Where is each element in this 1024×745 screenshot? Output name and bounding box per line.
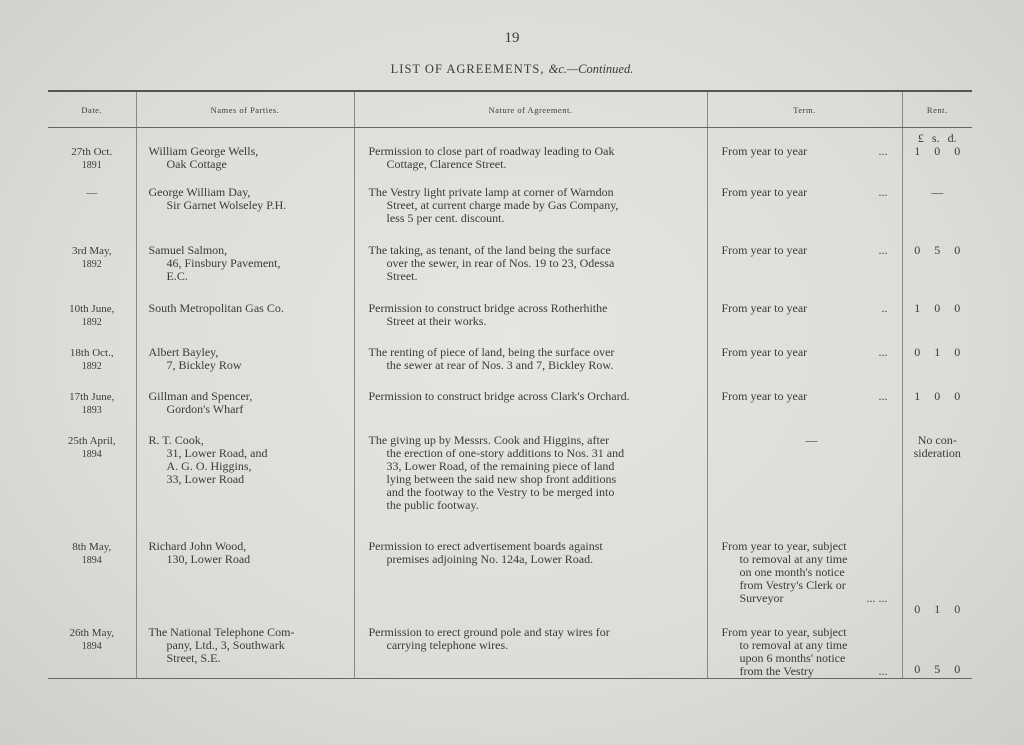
nature-line: premises adjoining No. 124a, Lower Road.: [386, 551, 594, 566]
rent-cell: [902, 338, 972, 382]
nature-line: Permission to construct bridge across Clark's Orchard.: [368, 388, 630, 403]
term-line: from the Vestry ...: [739, 663, 888, 678]
page-title: [0, 62, 1024, 77]
term-line: From year to year, subject: [721, 624, 847, 639]
date-cell: [48, 618, 136, 679]
parties-cell: [136, 426, 354, 532]
rent-cell: [902, 618, 972, 679]
date-line: 1892: [81, 258, 102, 270]
nature-line: Cottage, Clarence Street.: [386, 157, 507, 171]
date-line: 1891: [81, 160, 102, 171]
parties-cell: [136, 128, 354, 178]
party-line: Gordon's Wharf: [166, 401, 244, 416]
term-cell: [707, 426, 902, 532]
term-line: to removal at any time: [739, 637, 848, 652]
term-cell: [707, 128, 902, 178]
nature-cell: [354, 178, 707, 236]
table-row: [48, 618, 972, 679]
party-line: 7, Bickley Row: [166, 357, 242, 372]
term-line: Surveyor ... ...: [739, 590, 888, 605]
rent-amount: 0: [954, 388, 961, 403]
date-line: —: [86, 186, 98, 199]
term-line: From year to year ...: [721, 344, 888, 359]
term-dots: ...: [878, 344, 888, 359]
date-line: 10th June,: [69, 302, 115, 315]
term-line: on one month's notice: [739, 564, 845, 579]
term-line: From year to year ...: [721, 388, 888, 403]
rent-value: [903, 663, 973, 676]
rent-amount: 5: [934, 242, 941, 257]
rent-amount: 0: [914, 601, 921, 616]
date-line: 26th May,: [69, 626, 114, 639]
party-line: South Metropolitan Gas Co.: [148, 300, 284, 315]
nature-line: and the footway to the Vestry to be merged into: [386, 484, 615, 499]
table-row: [48, 178, 972, 236]
term-dots: ..: [881, 300, 888, 315]
term-cell: [707, 618, 902, 679]
nature-line: The Vestry light private lamp at corner of Warndon: [368, 184, 614, 199]
term-line: From year to year ...: [721, 184, 888, 199]
rent-text: sideration: [913, 445, 961, 460]
page-number: 19: [504, 30, 520, 46]
rent-amount: 0: [914, 661, 921, 676]
date-line: 1892: [81, 316, 102, 328]
party-line: pany, Ltd., 3, Southwark: [166, 637, 285, 652]
nature-line: the sewer at rear of Nos. 3 and 7, Bickley Row.: [386, 357, 614, 372]
date-cell: [48, 236, 136, 294]
nature-line: The renting of piece of land, being the surface over: [368, 344, 615, 359]
date-line: 17th June,: [69, 390, 115, 403]
nature-line: over the sewer, in rear of Nos. 19 to 23, Odessa: [386, 255, 615, 270]
rent-amount: 0: [954, 144, 961, 158]
nature-line: the public footway.: [386, 497, 479, 512]
term-cell: [707, 338, 902, 382]
rent-cell: [902, 294, 972, 338]
term-dots: ...: [878, 663, 888, 678]
nature-line: less 5 per cent. discount.: [386, 210, 505, 225]
table-header-row: [48, 91, 972, 128]
date-line: 3rd May,: [71, 244, 112, 257]
term-cell: [707, 236, 902, 294]
nature-line: Permission to construct bridge across Rotherhithe: [368, 300, 608, 315]
parties-cell: [136, 178, 354, 236]
header-term: Term.: [707, 91, 902, 128]
rent-amount: 1: [914, 388, 921, 403]
rent-text: —: [931, 184, 944, 199]
term-dots: ...: [878, 184, 888, 199]
rent-unit: d.: [947, 131, 957, 145]
date-line: 8th May,: [72, 540, 112, 553]
party-line: E.C.: [166, 268, 188, 283]
rent-amount: 1: [914, 144, 921, 158]
nature-cell: [354, 294, 707, 338]
rent-amount: 0: [934, 388, 941, 403]
nature-line: Permission to erect ground pole and stay wires for: [368, 624, 610, 639]
term-dots: ...: [878, 144, 888, 158]
rent-value: [903, 244, 973, 257]
parties-cell: [136, 382, 354, 426]
rent-amount: 1: [914, 300, 921, 315]
term-line: upon 6 months' notice: [739, 650, 846, 665]
nature-line: The taking, as tenant, of the land being the surface: [368, 242, 611, 257]
party-line: Sir Garnet Wolseley P.H.: [166, 197, 287, 212]
date-cell: [48, 426, 136, 532]
date-line: 1894: [81, 448, 102, 460]
party-line: 46, Finsbury Pavement,: [166, 255, 281, 270]
term-cell: [707, 532, 902, 618]
nature-cell: [354, 618, 707, 679]
nature-cell: [354, 338, 707, 382]
table-row: [48, 532, 972, 618]
rent-amount: 0: [914, 242, 921, 257]
table-row: [48, 338, 972, 382]
rent-cell: [902, 532, 972, 618]
table-row: [48, 294, 972, 338]
term-line: From year to year ...: [721, 242, 888, 257]
term-line: From year to year ..: [721, 300, 888, 315]
rent-amount: 0: [954, 344, 961, 359]
parties-cell: [136, 532, 354, 618]
date-line: 1892: [81, 360, 102, 372]
parties-cell: [136, 236, 354, 294]
rent-value: [903, 302, 973, 315]
party-line: A. G. O. Higgins,: [166, 458, 252, 473]
table-row: [48, 382, 972, 426]
rent-value: [903, 145, 973, 158]
party-line: Albert Bayley,: [148, 344, 219, 359]
term-dots: ...: [878, 242, 888, 257]
rent-unit: £: [917, 131, 924, 145]
date-cell: [48, 128, 136, 178]
party-line: Richard John Wood,: [148, 538, 247, 553]
nature-cell: [354, 532, 707, 618]
term-dots: ...: [878, 388, 888, 403]
date-line: 25th April,: [67, 434, 116, 447]
party-line: 33, Lower Road: [166, 471, 245, 486]
rent-amount: 1: [934, 344, 941, 359]
title-continued: &c.—Continued.: [548, 62, 634, 76]
rent-amount: 0: [914, 344, 921, 359]
rent-value: [903, 603, 973, 616]
nature-line: Street, at current charge made by Gas Company,: [386, 197, 619, 212]
nature-line: carrying telephone wires.: [386, 637, 509, 652]
nature-line: lying between the said new shop front additions: [386, 471, 617, 486]
table-row: [48, 236, 972, 294]
rent-cell: [902, 128, 972, 178]
nature-line: 33, Lower Road, of the remaining piece of land: [386, 458, 615, 473]
parties-cell: [136, 618, 354, 679]
party-line: Street, S.E.: [166, 650, 221, 665]
header-nature: Nature of Agreement.: [354, 91, 707, 128]
date-cell: [48, 294, 136, 338]
term-line: From year to year, subject: [721, 538, 847, 553]
party-line: 31, Lower Road, and: [166, 445, 268, 460]
term-line: to removal at any time: [739, 551, 848, 566]
nature-line: the erection of one-story additions to Nos. 31 and: [386, 445, 625, 460]
rent-value: [903, 346, 973, 359]
party-line: William George Wells,: [148, 144, 259, 158]
rent-cell: [902, 382, 972, 426]
title-main: LIST OF AGREEMENTS,: [390, 62, 545, 76]
header-date: Date.: [48, 91, 136, 128]
parties-cell: [136, 294, 354, 338]
date-cell: [48, 178, 136, 236]
parties-cell: [136, 338, 354, 382]
term-dots: ... ...: [866, 590, 888, 605]
agreements-table: [48, 90, 972, 679]
party-line: R. T. Cook,: [148, 432, 204, 447]
nature-cell: [354, 382, 707, 426]
nature-line: The giving up by Messrs. Cook and Higgins, after: [368, 432, 610, 447]
party-line: Gillman and Spencer,: [148, 388, 253, 403]
term-cell: [707, 178, 902, 236]
date-line: 1894: [81, 640, 102, 652]
nature-line: Street.: [386, 268, 418, 283]
date-line: 18th Oct.,: [69, 346, 114, 359]
date-cell: [48, 338, 136, 382]
date-cell: [48, 382, 136, 426]
rent-amount: 0: [954, 300, 961, 315]
term-cell: [707, 382, 902, 426]
nature-cell: [354, 426, 707, 532]
rent-amount: 1: [934, 601, 941, 616]
nature-cell: [354, 128, 707, 178]
date-line: 27th Oct.: [71, 146, 113, 158]
rent-amount: 5: [934, 661, 941, 676]
rent-amount: 0: [934, 300, 941, 315]
rent-cell: [902, 178, 972, 236]
table-row: [48, 426, 972, 532]
nature-cell: [354, 236, 707, 294]
term-line: from Vestry's Clerk or: [739, 577, 846, 592]
party-line: George William Day,: [148, 184, 251, 199]
table-row: [48, 128, 972, 178]
party-line: Samuel Salmon,: [148, 242, 228, 257]
rent-amount: 0: [954, 242, 961, 257]
date-line: 1894: [81, 554, 102, 566]
term-line: —: [805, 432, 818, 447]
party-line: 130, Lower Road: [166, 551, 251, 566]
nature-line: Permission to close part of roadway leading to Oak: [368, 144, 615, 158]
rent-amount: 0: [934, 144, 941, 158]
term-cell: [707, 294, 902, 338]
header-parties: Names of Parties.: [136, 91, 354, 128]
rent-cell: [902, 236, 972, 294]
rent-value: [903, 390, 973, 403]
party-line: Oak Cottage: [166, 157, 227, 171]
date-line: 1893: [81, 404, 102, 416]
rent-cell: [902, 426, 972, 532]
rent-amount: 0: [954, 661, 961, 676]
date-cell: [48, 532, 136, 618]
term-line: From year to year ...: [721, 144, 888, 158]
party-line: The National Telephone Com-: [148, 624, 295, 639]
nature-line: Permission to erect advertisement boards against: [368, 538, 603, 553]
rent-amount: 0: [954, 601, 961, 616]
header-rent: Rent.: [902, 91, 972, 128]
rent-text: No con-: [917, 432, 957, 447]
nature-line: Street at their works.: [386, 313, 487, 328]
rent-unit: s.: [931, 131, 940, 145]
